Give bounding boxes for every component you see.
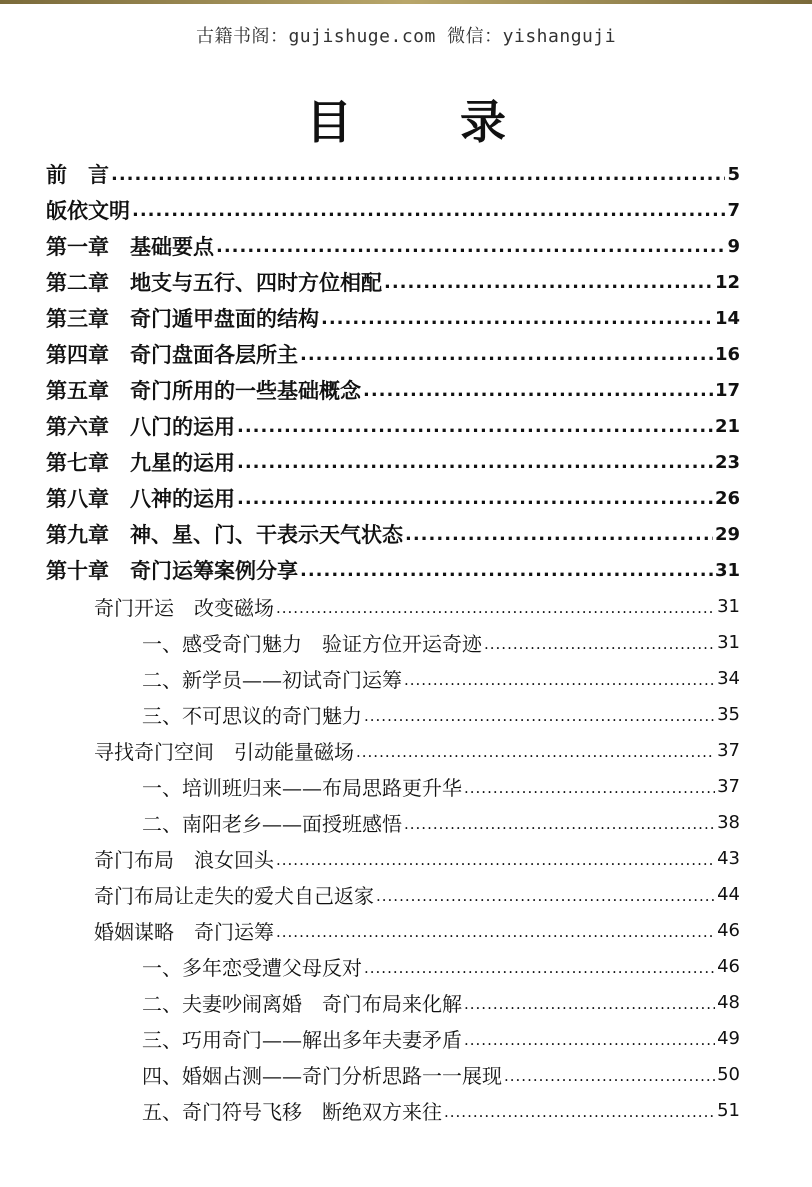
toc-entry-page: 51 bbox=[717, 1099, 740, 1121]
toc-entry-title: 二、夫妻吵闹离婚 奇门布局来化解 bbox=[142, 991, 462, 1016]
toc-entry[interactable] bbox=[46, 372, 740, 408]
toc-leader-dots bbox=[405, 523, 713, 545]
toc-entry-page: 46 bbox=[717, 955, 740, 977]
toc-entry[interactable] bbox=[94, 588, 740, 624]
toc-leader-dots bbox=[404, 811, 715, 833]
toc-leader-dots bbox=[237, 487, 713, 509]
toc-entry[interactable] bbox=[46, 156, 740, 192]
toc-entry-page: 31 bbox=[717, 595, 740, 617]
toc-entry[interactable] bbox=[46, 336, 740, 372]
toc-entry-page: 38 bbox=[717, 811, 740, 833]
toc-entry-page: 34 bbox=[717, 667, 740, 689]
toc-leader-dots bbox=[237, 451, 713, 473]
toc-entry-page: 37 bbox=[717, 739, 740, 761]
toc-entry-title: 一、多年恋受遭父母反对 bbox=[142, 955, 362, 980]
toc-entry-page: 50 bbox=[717, 1063, 740, 1085]
toc-entry-title: 奇门布局让走失的爱犬自己返家 bbox=[94, 883, 374, 908]
toc-entry-title: 皈依文明 bbox=[46, 199, 130, 223]
toc-entry-page: 26 bbox=[714, 487, 740, 509]
page-title: 目 录 bbox=[305, 95, 552, 149]
toc-entry-page: 48 bbox=[717, 991, 740, 1013]
toc-leader-dots bbox=[404, 667, 715, 689]
toc-entry[interactable] bbox=[142, 624, 740, 660]
toc-leader-dots bbox=[376, 883, 715, 905]
toc-entry-page: 35 bbox=[717, 703, 740, 725]
toc-entry[interactable] bbox=[46, 228, 740, 264]
toc-entry-title: 三、巧用奇门——解出多年夫妻矛盾 bbox=[142, 1027, 462, 1052]
toc-leader-dots bbox=[321, 307, 713, 329]
toc-entry-title: 一、培训班归来——布局思路更升华 bbox=[142, 775, 462, 800]
toc-leader-dots bbox=[464, 1027, 715, 1049]
toc-entry-title: 三、不可思议的奇门魅力 bbox=[142, 703, 362, 728]
toc-entry-title: 五、奇门符号飞移 断绝双方来往 bbox=[142, 1099, 442, 1124]
toc-entry-title: 前 言 bbox=[46, 163, 109, 187]
toc-entry-title: 第四章 奇门盘面各层所主 bbox=[46, 343, 298, 367]
toc-entry[interactable] bbox=[142, 1056, 740, 1092]
toc-entry-title: 一、感受奇门魅力 验证方位开运奇迹 bbox=[142, 631, 482, 656]
toc-entry-title: 奇门布局 浪女回头 bbox=[94, 847, 274, 872]
toc-entry-page: 21 bbox=[714, 415, 740, 437]
toc-leader-dots bbox=[276, 919, 715, 941]
toc-leader-dots bbox=[464, 775, 715, 797]
toc-entry-title: 二、南阳老乡——面授班感悟 bbox=[142, 811, 402, 836]
toc-entry-page: 37 bbox=[717, 775, 740, 797]
toc-entry[interactable] bbox=[142, 696, 740, 732]
toc-leader-dots bbox=[384, 271, 713, 293]
toc-entry-title: 奇门开运 改变磁场 bbox=[94, 595, 274, 620]
toc-entry-title: 四、婚姻占测——奇门分析思路一一展现 bbox=[142, 1063, 502, 1088]
toc-leader-dots bbox=[276, 847, 715, 869]
toc-entry[interactable] bbox=[46, 516, 740, 552]
toc-entry-page: 44 bbox=[717, 883, 740, 905]
toc-entry-page: 31 bbox=[717, 631, 740, 653]
toc-entry[interactable] bbox=[46, 480, 740, 516]
toc-entry[interactable] bbox=[142, 948, 740, 984]
toc-entry-title: 第九章 神、星、门、干表示天气状态 bbox=[46, 523, 403, 547]
toc-entry-title: 第三章 奇门遁甲盘面的结构 bbox=[46, 307, 319, 331]
toc-entry[interactable] bbox=[46, 192, 740, 228]
toc-entry[interactable] bbox=[142, 1092, 740, 1128]
toc-entry-page: 9 bbox=[727, 235, 740, 257]
toc-entry-page: 5 bbox=[727, 163, 740, 185]
toc-leader-dots bbox=[444, 1099, 715, 1121]
toc-entry-page: 23 bbox=[714, 451, 740, 473]
toc-leader-dots bbox=[464, 991, 715, 1013]
toc-entry-page: 43 bbox=[717, 847, 740, 869]
toc-leader-dots bbox=[237, 415, 713, 437]
toc-entry[interactable] bbox=[46, 264, 740, 300]
toc-leader-dots bbox=[300, 559, 713, 581]
toc-entry-page: 16 bbox=[714, 343, 740, 365]
toc-entry[interactable] bbox=[142, 768, 740, 804]
toc-entry[interactable] bbox=[142, 804, 740, 840]
toc-entry[interactable] bbox=[94, 840, 740, 876]
page-header: 古籍书阁：gujishuge.com 微信：yishanguji bbox=[195, 26, 617, 47]
toc-leader-dots bbox=[504, 1063, 715, 1085]
top-border bbox=[0, 0, 812, 4]
toc-entry-title: 第七章 九星的运用 bbox=[46, 451, 235, 475]
toc-leader-dots bbox=[364, 703, 715, 725]
toc-leader-dots bbox=[484, 631, 715, 653]
toc-entry-title: 婚姻谋略 奇门运筹 bbox=[94, 919, 274, 944]
toc-entry[interactable] bbox=[46, 408, 740, 444]
toc-entry[interactable] bbox=[94, 912, 740, 948]
toc-entry-title: 第五章 奇门所用的一些基础概念 bbox=[46, 379, 361, 403]
toc-entry-page: 46 bbox=[717, 919, 740, 941]
toc-leader-dots bbox=[364, 955, 715, 977]
toc-entry-page: 14 bbox=[714, 307, 740, 329]
toc-entry-page: 7 bbox=[727, 199, 740, 221]
toc-entry-page: 31 bbox=[714, 559, 740, 581]
toc-entry[interactable] bbox=[46, 300, 740, 336]
toc-entry-page: 17 bbox=[714, 379, 740, 401]
toc-entry[interactable] bbox=[142, 660, 740, 696]
toc-leader-dots bbox=[363, 379, 713, 401]
toc-entry[interactable] bbox=[94, 732, 740, 768]
toc-leader-dots bbox=[356, 739, 715, 761]
toc-leader-dots bbox=[276, 595, 715, 617]
toc-leader-dots bbox=[111, 163, 725, 185]
toc-entry-page: 29 bbox=[714, 523, 740, 545]
toc-entry-title: 二、新学员——初试奇门运筹 bbox=[142, 667, 402, 692]
toc-entry-page: 12 bbox=[714, 271, 740, 293]
toc-entry-title: 第二章 地支与五行、四时方位相配 bbox=[46, 271, 382, 295]
toc-entry[interactable] bbox=[142, 984, 740, 1020]
toc-entry[interactable] bbox=[94, 876, 740, 912]
toc-leader-dots bbox=[300, 343, 713, 365]
toc-entry-title: 第十章 奇门运筹案例分享 bbox=[46, 559, 298, 583]
toc-entry[interactable] bbox=[46, 444, 740, 480]
toc-entry[interactable] bbox=[46, 552, 740, 588]
toc-entry-title: 寻找奇门空间 引动能量磁场 bbox=[94, 739, 354, 764]
toc-entry-page: 49 bbox=[717, 1027, 740, 1049]
toc-entry-title: 第八章 八神的运用 bbox=[46, 487, 235, 511]
toc-entry-title: 第一章 基础要点 bbox=[46, 235, 214, 259]
toc-entry-title: 第六章 八门的运用 bbox=[46, 415, 235, 439]
toc-leader-dots bbox=[132, 199, 725, 221]
toc-entry[interactable] bbox=[142, 1020, 740, 1056]
toc-leader-dots bbox=[216, 235, 725, 257]
